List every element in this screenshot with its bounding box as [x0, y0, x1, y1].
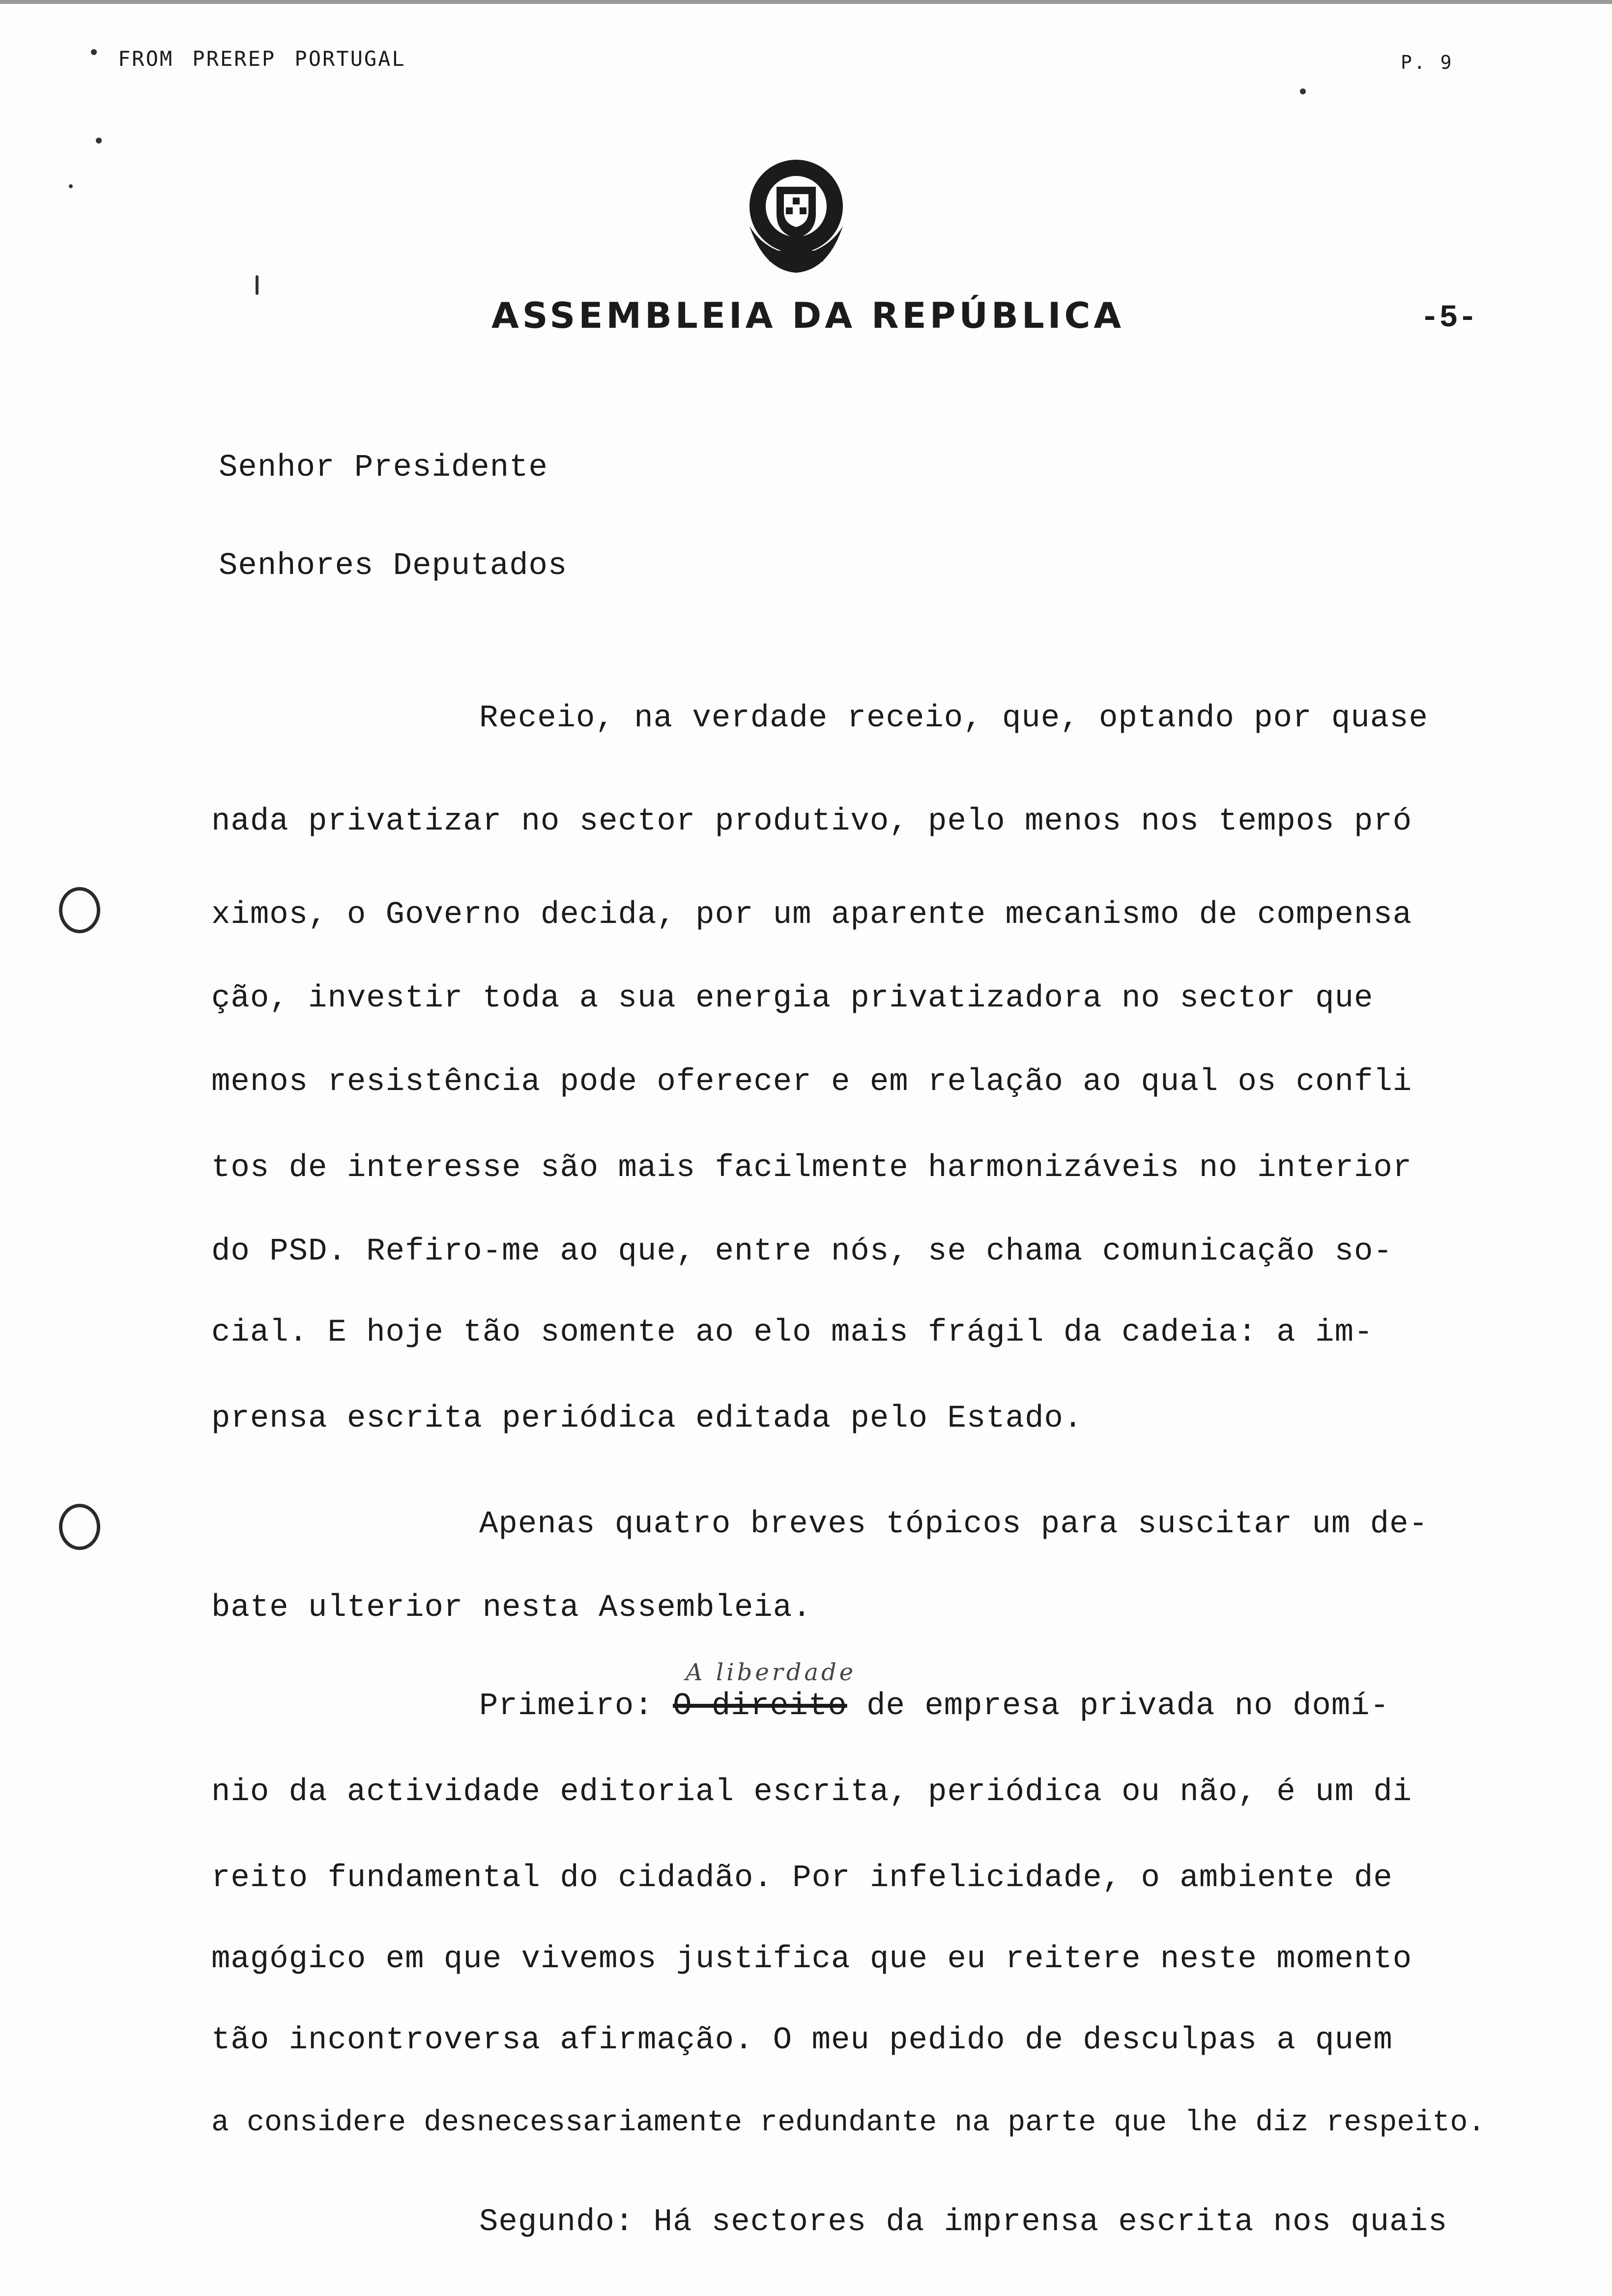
fax-page-number: P. 9	[1401, 52, 1454, 73]
paragraph-lead: Primeiro:	[479, 1689, 654, 1724]
page-number: -5-	[1420, 301, 1477, 336]
stray-pen-mark	[256, 275, 259, 295]
paragraph-line: prensa escrita periódica editada pelo Estado.	[211, 1401, 1083, 1436]
salutation-line-1: Senhor Presidente	[219, 450, 548, 486]
paragraph-line: nada privatizar no sector produtivo, pelo menos nos tempos pró	[211, 804, 1412, 839]
paragraph-line	[479, 1691, 1389, 1722]
paragraph-line: reito fundamental do cidadão. Por infelicidade, o ambiente de	[211, 1861, 1393, 1896]
paragraph-line: tão incontroversa afirmação. O meu pedido de desculpas a quem	[211, 2023, 1393, 2058]
fax-header: FROM PREREP PORTUGAL	[118, 47, 406, 71]
paragraph-line: a considere desnecessariamente redundante na parte que lhe diz respeito.	[211, 2106, 1486, 2140]
paragraph-line: menos resistência pode oferecer e em relação ao qual os confli	[211, 1064, 1412, 1100]
salutation-line-2: Senhores Deputados	[219, 548, 568, 584]
fax-top-edge	[0, 0, 1612, 4]
paragraph-line: ximos, o Governo decida, por um aparente mecanismo de compensa	[211, 897, 1412, 933]
paragraph-line: nio da actividade editorial escrita, periódica ou não, é um di	[211, 1775, 1412, 1810]
paragraph-line: magógico em que vivemos justifica que eu reitere neste momento	[211, 1942, 1412, 1977]
speck-mark	[69, 184, 73, 188]
paragraph-line: do PSD. Refiro-me ao que, entre nós, se chama comunicação so-	[211, 1234, 1393, 1269]
struck-text: O direito	[673, 1689, 847, 1724]
speck-mark	[96, 138, 102, 144]
paragraph-line: Receio, na verdade receio, que, optando por quase	[479, 701, 1428, 736]
portuguese-coat-of-arms-icon	[740, 152, 853, 275]
institution-name: ASSEMBLEIA DA REPÚBLICA	[491, 295, 1125, 336]
paragraph-text: de empresa privada no domí-	[847, 1689, 1390, 1724]
handwritten-correction: A liberdade	[686, 1659, 857, 1686]
paragraph-line: bate ulterior nesta Assembleia.	[211, 1590, 812, 1626]
paragraph-line: ção, investir toda a sua energia privatizadora no sector que	[211, 981, 1374, 1016]
paragraph-line: Apenas quatro breves tópicos para suscitar um de-	[479, 1507, 1428, 1542]
punch-hole-icon	[59, 1504, 100, 1550]
paragraph-4: Segundo: Há sectores da imprensa escrita nos quais	[479, 2205, 1448, 2240]
punch-hole-icon	[59, 887, 100, 933]
paragraph-line: cial. E hoje tão somente ao elo mais frágil da cadeia: a im-	[211, 1315, 1374, 1350]
speck-mark	[1300, 88, 1306, 94]
speck-mark	[91, 49, 97, 55]
paragraph-line: tos de interesse são mais facilmente harmonizáveis no interior	[211, 1150, 1412, 1186]
